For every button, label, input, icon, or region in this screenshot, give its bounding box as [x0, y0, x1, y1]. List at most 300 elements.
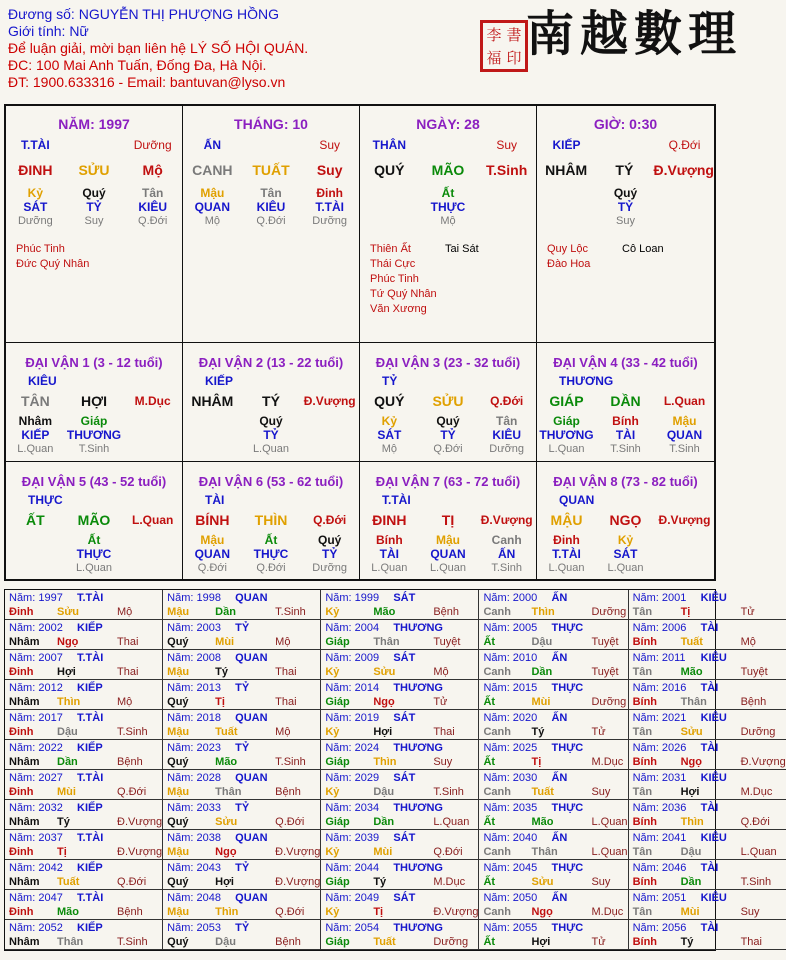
star-left: Thái Cực	[370, 258, 416, 270]
stem-branch-row	[537, 160, 714, 186]
dai-van-hidden-gods	[360, 428, 536, 442]
hidden-god: QUAN	[430, 547, 466, 561]
year-bottom	[9, 785, 162, 799]
star-list	[16, 242, 166, 272]
year-cell	[479, 800, 628, 830]
year-cell	[5, 680, 163, 710]
year-label: Năm: 2034	[325, 802, 380, 814]
year-state: Mộ	[275, 726, 291, 738]
hidden-god-row-cell: QUAN	[194, 200, 230, 214]
year-label: Năm: 2003	[167, 622, 221, 634]
dai-van-5	[6, 461, 183, 579]
year-state: Thai	[275, 666, 297, 678]
year-bottom	[167, 695, 320, 709]
hidden-stem: Quý	[317, 533, 342, 547]
dai-van-state: L.Quan	[663, 394, 706, 408]
hidden-god: SÁT	[377, 428, 402, 442]
dai-van-hidden-gods	[6, 547, 182, 561]
star-left: Phúc Tinh	[16, 243, 65, 255]
year-cell	[163, 650, 321, 680]
state-row-cell: Q.Đới	[256, 215, 286, 227]
year-god: TÀI	[700, 922, 719, 934]
star-right	[91, 242, 166, 257]
year-branch: Dần	[531, 666, 553, 678]
year-label: Năm: 2042	[9, 862, 63, 874]
hidden-god-row	[537, 200, 714, 214]
year-top	[9, 831, 162, 845]
year-branch: Mão	[373, 606, 396, 618]
dai-van-stem: TÂN	[20, 393, 50, 409]
year-label: Năm: 2006	[632, 622, 687, 634]
year-stem: Canh	[483, 906, 511, 918]
hidden-state	[6, 561, 65, 575]
year-god: KIÊU	[700, 652, 727, 664]
year-god: T.TÀI	[77, 652, 104, 664]
year-god: THỰC	[551, 682, 584, 694]
year-label: Năm: 2054	[325, 922, 380, 934]
year-stem: Kỷ	[325, 786, 340, 798]
year-cell	[163, 740, 321, 770]
year-top	[9, 801, 162, 815]
year-bottom	[325, 785, 478, 799]
year-branch: Dậu	[680, 846, 702, 858]
dai-van-title: ĐẠI VẬN 7 (63 - 72 tuổi)	[375, 474, 521, 489]
year-state: Bệnh	[740, 696, 767, 708]
year-bottom	[325, 905, 478, 919]
year-cell	[629, 650, 786, 680]
year-bottom	[483, 785, 627, 799]
year-label: Năm: 2048	[167, 892, 221, 904]
year-state: T.Sinh	[740, 876, 772, 888]
year-state: Q.Đới	[117, 876, 147, 888]
year-top	[633, 771, 786, 785]
year-label: Năm: 2018	[167, 712, 221, 724]
year-cell	[321, 680, 479, 710]
hidden-god-row-cell	[655, 200, 714, 214]
hidden-god-row-cell: KIÊU	[138, 200, 167, 214]
year-branch: Ngọ	[215, 846, 237, 858]
year-branch: Thân	[373, 636, 400, 648]
year-god: KIÊU	[700, 592, 727, 604]
year-cell	[163, 680, 321, 710]
hidden-state: L.Quan	[75, 562, 113, 574]
year-top	[9, 921, 162, 935]
year-state: Dưỡng	[591, 606, 627, 618]
year-label: Năm: 2043	[167, 862, 221, 874]
year-cell	[5, 860, 163, 890]
hidden-stem: Quý	[259, 414, 283, 428]
year-label: Năm: 2039	[325, 832, 380, 844]
hidden-stem: Giáp	[553, 414, 580, 428]
stem-branch-row-cell: ĐINH	[18, 162, 53, 178]
dai-van-hidden-stems	[183, 533, 359, 547]
year-state: Thai	[117, 666, 139, 678]
year-stem: Mậu	[167, 786, 190, 798]
year-god: QUAN	[235, 772, 268, 784]
year-branch: Dần	[215, 606, 236, 618]
year-cell	[5, 620, 163, 650]
year-bottom	[325, 665, 478, 679]
hidden-state: Mộ	[381, 443, 397, 455]
year-label: Năm: 2044	[325, 862, 380, 874]
year-top	[325, 891, 478, 905]
dai-van-hidden-gods	[360, 547, 536, 561]
year-top	[633, 591, 786, 605]
year-cell	[5, 830, 163, 860]
star-right	[445, 272, 520, 287]
year-cell	[629, 770, 786, 800]
year-state: T.Sinh	[275, 756, 306, 768]
year-cell	[321, 920, 479, 950]
year-top	[483, 921, 627, 935]
star-right: Tai Sát	[445, 243, 479, 255]
year-god: TÀI	[700, 802, 719, 814]
year-cell	[163, 620, 321, 650]
hidden-stem-row-cell: Mậu	[200, 186, 225, 200]
dai-van-branch: TỊ	[441, 512, 455, 528]
year-label: Năm: 2011	[632, 652, 686, 664]
year-state: Bệnh	[117, 756, 143, 768]
phone-email-line: ĐT: 1900.633316 - Email: bantuvan@lyso.vn	[8, 74, 286, 90]
year-god: ẤN	[551, 832, 568, 844]
year-stem: Kỷ	[325, 846, 340, 858]
year-label: Năm: 2046	[632, 862, 687, 874]
dai-van-title: ĐẠI VẬN 4 (33 - 42 tuổi)	[553, 355, 698, 370]
year-top	[633, 621, 786, 635]
year-bottom	[483, 815, 627, 829]
year-god: TỶ	[235, 862, 250, 874]
year-cell	[629, 680, 786, 710]
dai-van-states	[360, 442, 536, 456]
year-top	[325, 711, 478, 725]
dai-van-god: KIẾP	[205, 374, 234, 388]
hidden-state: Q.Đới	[256, 562, 286, 574]
hidden-stem-row-cell	[537, 186, 596, 200]
year-label: Năm: 2001	[632, 592, 687, 604]
year-state: Thai	[275, 696, 297, 708]
year-bottom	[633, 815, 786, 829]
year-label: Năm: 2050	[483, 892, 538, 904]
year-branch: Tý	[531, 726, 545, 738]
year-branch: Mão	[531, 816, 554, 828]
year-cell	[629, 860, 786, 890]
year-label: Năm: 2000	[483, 592, 538, 604]
year-top	[633, 891, 786, 905]
year-bottom	[167, 665, 320, 679]
year-bottom	[167, 785, 320, 799]
pillar-1	[183, 106, 360, 342]
year-bottom	[167, 755, 320, 769]
year-cell	[163, 590, 321, 620]
year-god: TÀI	[700, 622, 719, 634]
year-state: Mộ	[117, 696, 133, 708]
year-branch: Dậu	[531, 636, 553, 648]
year-god: THƯƠNG	[393, 802, 443, 814]
hidden-god: TỶ	[321, 547, 338, 561]
hidden-state: T.Sinh	[669, 443, 700, 455]
year-stem: Nhâm	[9, 696, 40, 708]
year-top	[633, 921, 786, 935]
year-stem: Canh	[483, 846, 511, 858]
year-god: THƯƠNG	[393, 862, 443, 874]
state-row-cell: Suy	[84, 215, 104, 227]
year-stem: Canh	[483, 606, 511, 618]
hidden-god-row-cell: TỶ	[617, 200, 634, 214]
state-row-cell	[537, 214, 596, 230]
year-cell	[629, 920, 786, 950]
year-branch: Tý	[373, 876, 387, 888]
god-row	[6, 138, 182, 160]
god-row-cell	[419, 138, 478, 160]
year-branch: Sửu	[57, 606, 80, 618]
year-state: Thai	[433, 726, 455, 738]
year-god: T.TÀI	[77, 592, 104, 604]
god-row	[360, 138, 536, 160]
star-right	[445, 257, 520, 272]
dai-van-hidden-gods	[537, 428, 714, 442]
year-label: Năm: 2049	[325, 892, 380, 904]
year-branch: Sửu	[680, 726, 703, 738]
hidden-state: L.Quan	[252, 443, 290, 455]
year-stem: Bính	[632, 876, 658, 888]
year-bottom	[483, 695, 627, 709]
year-branch: Tuất	[215, 726, 238, 738]
star-left: Quy Lộc	[547, 243, 588, 255]
stem-branch-row-cell: NHÂM	[545, 162, 588, 178]
year-branch: Tuất	[531, 786, 554, 798]
year-bottom	[325, 695, 478, 709]
year-bottom	[325, 725, 478, 739]
year-bottom	[9, 635, 162, 649]
year-label: Năm: 2038	[167, 832, 221, 844]
dai-van-hidden-stems	[6, 533, 182, 547]
year-label: Năm: 2056	[632, 922, 687, 934]
year-stem: Nhâm	[9, 756, 40, 768]
year-state: Dưỡng	[433, 936, 469, 948]
year-stem: Quý	[167, 636, 189, 648]
year-bottom	[167, 875, 320, 889]
year-bottom	[483, 605, 627, 619]
dai-van-2	[183, 343, 360, 461]
year-cell	[479, 590, 628, 620]
year-bottom	[633, 755, 786, 769]
dai-van-title: ĐẠI VẬN 3 (23 - 32 tuổi)	[375, 355, 521, 370]
annual-luck-table	[4, 589, 786, 951]
year-branch: Thân	[680, 696, 707, 708]
hidden-god: THỰC	[76, 547, 112, 561]
year-stem: Đinh	[9, 666, 34, 678]
dai-van-stem: ĐINH	[372, 512, 407, 528]
year-branch: Ngọ	[680, 756, 702, 768]
hidden-stem: Ất	[87, 533, 101, 547]
hidden-state: Q.Đới	[197, 562, 227, 574]
year-cell	[479, 740, 628, 770]
dai-van-stem: BÍNH	[195, 512, 230, 528]
year-bottom	[483, 755, 627, 769]
year-label: Năm: 2030	[483, 772, 538, 784]
dai-van-states	[537, 561, 714, 575]
year-bottom	[325, 605, 478, 619]
year-top	[483, 831, 627, 845]
gender-value: Nữ	[69, 23, 89, 39]
pillar-0	[6, 106, 183, 342]
year-branch: Tý	[57, 816, 70, 828]
year-stem: Quý	[167, 876, 189, 888]
pillar-3	[537, 106, 714, 342]
dai-van-row-2	[6, 461, 714, 579]
pillar-title: NGÀY: 28	[416, 116, 480, 132]
hidden-god: THỰC	[253, 547, 289, 561]
year-top	[325, 771, 478, 785]
year-bottom	[633, 605, 786, 619]
year-god: QUAN	[235, 652, 268, 664]
year-top	[9, 591, 162, 605]
year-top	[167, 861, 320, 875]
dai-van-hidden-stems	[537, 414, 714, 428]
star-right: Cô Loan	[622, 243, 664, 255]
year-bottom	[483, 725, 627, 739]
year-top	[167, 741, 320, 755]
hidden-god-row-cell: T.TÀI	[315, 200, 344, 214]
hidden-god-row-cell: KIÊU	[256, 200, 286, 214]
year-cell	[163, 770, 321, 800]
year-branch: Hợi	[680, 786, 700, 798]
god-row-cell: Dưỡng	[133, 138, 172, 152]
year-branch: Thìn	[373, 756, 397, 768]
year-top	[633, 651, 786, 665]
stem-branch-row-cell: Đ.Vượng	[653, 162, 714, 178]
hidden-stem-row-cell	[477, 186, 536, 200]
year-stem: Giáp	[325, 696, 350, 708]
year-branch: Sửu	[215, 816, 238, 828]
year-top	[167, 801, 320, 815]
year-bottom	[325, 935, 478, 949]
year-bottom	[167, 905, 320, 919]
hidden-stem: Giáp	[80, 414, 108, 428]
star-right	[445, 302, 520, 317]
dai-van-title: ĐẠI VẬN 5 (43 - 52 tuổi)	[21, 474, 167, 489]
year-bottom	[9, 845, 162, 859]
year-state: Thai	[117, 636, 139, 648]
year-branch: Dần	[57, 756, 78, 768]
hidden-stem-row-cell	[655, 186, 714, 200]
year-state: Đ.Vượng	[740, 756, 786, 768]
year-cell	[321, 800, 479, 830]
god-row-cell: Suy	[319, 138, 340, 152]
year-bottom	[167, 725, 320, 739]
year-god: KIÊU	[700, 892, 727, 904]
stem-branch-row-cell: Suy	[316, 162, 343, 178]
year-cell	[629, 620, 786, 650]
year-stem: Quý	[167, 696, 189, 708]
year-state: Q.Đới	[433, 846, 463, 858]
year-top	[483, 711, 627, 725]
year-cell	[321, 830, 479, 860]
god-row-cell: KIẾP	[552, 138, 581, 152]
year-stem: Tân	[632, 786, 653, 798]
year-cell	[479, 860, 628, 890]
year-label: Năm: 2041	[632, 832, 687, 844]
hidden-god-row-cell: TỶ	[86, 200, 102, 214]
year-state: M.Dục	[433, 876, 466, 888]
dai-van-god: T.TÀI	[382, 493, 411, 507]
hidden-god-row-cell	[537, 200, 596, 214]
hidden-god: T.TÀI	[552, 547, 581, 561]
year-stem: Bính	[632, 636, 658, 648]
year-cell	[321, 590, 479, 620]
dai-van-section	[6, 342, 714, 579]
year-state: Dưỡng	[740, 726, 776, 738]
year-branch: Dậu	[215, 936, 236, 948]
hidden-stem-row	[360, 186, 536, 200]
year-cell	[5, 740, 163, 770]
year-bottom	[9, 875, 162, 889]
hidden-state: L.Quan	[548, 443, 585, 455]
hidden-stem: Canh	[491, 533, 522, 547]
year-god: KIẾP	[77, 622, 103, 634]
hidden-god: TỶ	[440, 428, 456, 442]
year-state: Tuyệt	[591, 666, 619, 678]
year-god: KIẾP	[77, 802, 103, 814]
year-bottom	[483, 845, 627, 859]
god-row-cell: Suy	[496, 138, 517, 152]
year-stem: Tân	[632, 606, 653, 618]
year-stem: Ất	[483, 876, 496, 888]
year-branch: Mùi	[680, 906, 700, 918]
hidden-god	[183, 428, 242, 442]
year-cell	[5, 650, 163, 680]
hidden-stem: Đinh	[553, 533, 580, 547]
dai-van-branch: DẦN	[610, 393, 641, 409]
year-stem: Quý	[167, 816, 189, 828]
dai-van-hidden-stems	[6, 414, 182, 428]
year-state: Mộ	[740, 636, 756, 648]
year-bottom	[167, 635, 320, 649]
year-cell	[321, 650, 479, 680]
owner-label: Đương số:	[8, 6, 75, 22]
year-branch: Ngọ	[57, 636, 79, 648]
year-bottom	[633, 725, 786, 739]
star-right	[445, 287, 520, 302]
hidden-stem: Nhâm	[18, 414, 52, 428]
year-stem: Bính	[632, 696, 658, 708]
year-bottom	[483, 875, 627, 889]
year-stem: Canh	[483, 786, 511, 798]
hidden-god: TÀI	[615, 428, 636, 442]
year-branch: Hợi	[215, 876, 234, 888]
hidden-god-row	[6, 200, 182, 214]
year-top	[167, 891, 320, 905]
year-god: ẤN	[551, 892, 568, 904]
state-row	[183, 214, 359, 230]
year-god: THƯƠNG	[393, 742, 443, 754]
year-top	[167, 771, 320, 785]
year-god: QUAN	[235, 712, 268, 724]
stem-branch-row-cell: CANH	[192, 162, 233, 178]
dai-van-stem: QUÝ	[374, 393, 405, 409]
year-god: ẤN	[551, 772, 568, 784]
year-top	[325, 801, 478, 815]
four-pillars-row	[6, 106, 714, 342]
year-top	[9, 771, 162, 785]
god-row-cell	[65, 138, 124, 160]
dai-van-states	[537, 442, 714, 456]
year-branch: Thân	[57, 936, 84, 948]
state-row-cell: Suy	[616, 215, 635, 227]
year-state: T.Sinh	[433, 786, 464, 798]
year-cell	[5, 920, 163, 950]
year-label: Năm: 2015	[483, 682, 538, 694]
